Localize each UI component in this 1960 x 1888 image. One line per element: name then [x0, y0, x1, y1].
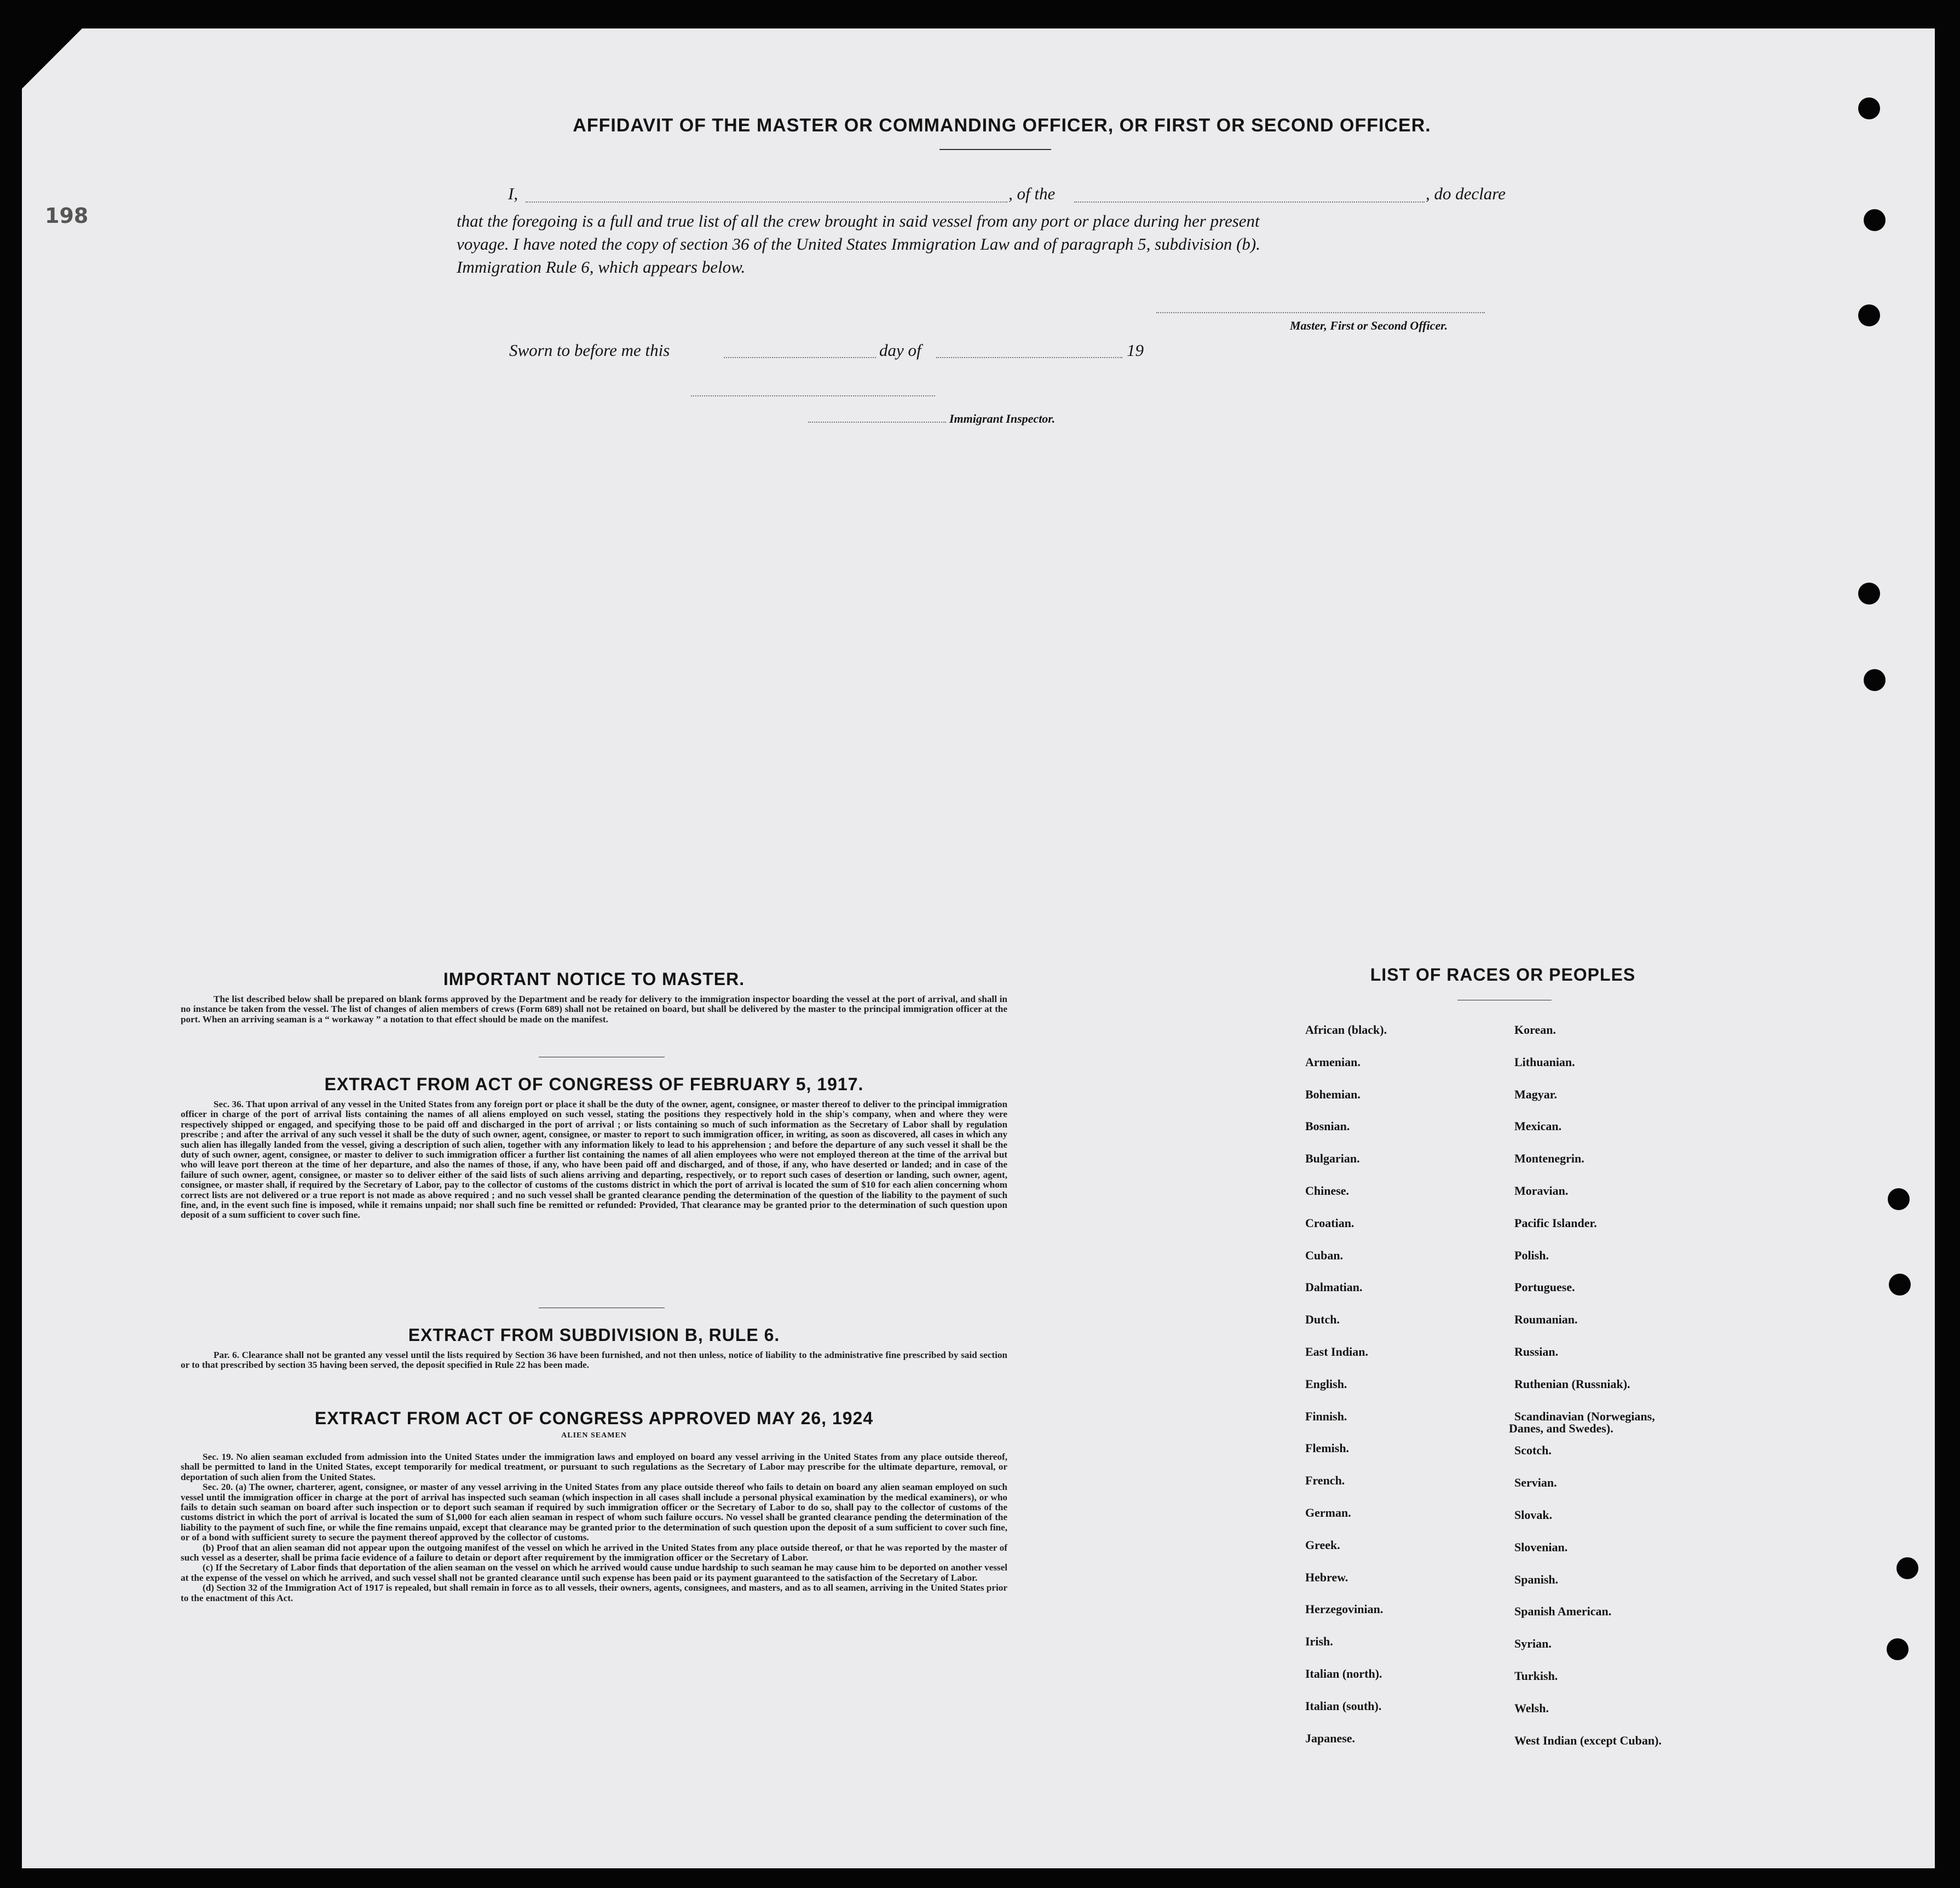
race-item: Welsh. — [1514, 1701, 1549, 1715]
race-item: Bosnian. — [1305, 1119, 1350, 1133]
race-item: Japanese. — [1305, 1731, 1356, 1745]
inspector-caption: Immigrant Inspector. — [949, 412, 1056, 425]
act1924-sec20d: (d) Section 32 of the Immigration Act of 1917 is repealed, but shall remain in force as to all vessels, their owners, agents, consignees, and masters, and as to all seamen, arriving in the United States prior to the enactment of this Act. — [181, 1582, 1007, 1603]
race-item: Dutch. — [1305, 1313, 1340, 1326]
race-item: Irish. — [1305, 1634, 1333, 1648]
binder-hole — [1864, 209, 1886, 231]
act1924-text — [181, 1452, 1007, 1603]
race-item: Polish. — [1514, 1248, 1549, 1262]
race-item: Italian (north). — [1305, 1667, 1382, 1680]
act1924-sec20b: (b) Proof that an alien seaman did not appear upon the outgoing manifest of the vessel on which he arrived in the United States from any place outside thereof, or that he was reported by the master of such vessel as a deserter, shall be prima facie evidence of a failure to detain or deport after requirement by the immigration officer or the Secretary of Labor. — [181, 1542, 1007, 1563]
race-item: West Indian (except Cuban). — [1514, 1734, 1662, 1747]
race-item: Finnish. — [1305, 1409, 1347, 1423]
act1924-subtitle: ALIEN SEAMEN — [561, 1431, 627, 1440]
sworn-prefix: Sworn to before me this — [509, 341, 670, 360]
race-item: French. — [1305, 1473, 1345, 1487]
declaration-line-3: Immigration Rule 6, which appears below. — [457, 257, 746, 277]
affidavit-title: AFFIDAVIT OF THE MASTER OR COMMANDING OFFICER, OR FIRST OR SECOND OFFICER. — [573, 115, 1431, 136]
notice-title: IMPORTANT NOTICE TO MASTER. — [443, 969, 745, 989]
binder-hole — [1858, 583, 1880, 605]
race-item: Scandinavian (Norwegians, — [1514, 1409, 1655, 1423]
sworn-day-of: day of — [879, 341, 921, 360]
race-item: Moravian. — [1514, 1184, 1569, 1198]
master-caption: Master, First or Second Officer. — [1290, 319, 1448, 332]
race-item: English. — [1305, 1377, 1347, 1391]
race-item: Servian. — [1514, 1476, 1557, 1489]
binder-hole — [1887, 1638, 1909, 1660]
race-item: African (black). — [1305, 1023, 1387, 1037]
race-item: Magyar. — [1514, 1087, 1558, 1101]
race-item: Cuban. — [1305, 1248, 1344, 1262]
race-item: Montenegrin. — [1514, 1152, 1584, 1165]
inspector-stamp-line — [691, 395, 935, 396]
race-item: Lithuanian. — [1514, 1055, 1575, 1069]
act1917-text: Sec. 36. That upon arrival of any vessel in the United States from any foreign port or place it shall be the duty of the owner, agent, consignee, or master thereof to deliver to the principal immigration officer in charge of the port of arrival lists containing the names of all aliens employed on such vessel, stating the positions they respectively hold in the ship's company, when and where they were respectively shipped or engaged, and specifying those to be paid off and discharged in the port of arrival ; or lists containing so much of such information as the Secretary of Labor shall by regulation prescribe ; and after the arrival of any such vessel it shall be the duty of such owner, agent, consignee, or master to report to such immigration officer, in writing, as soon as discovered, all cases in which any such alien has illegally landed from the vessel, giving a description of such alien, together with any information likely to lead to his apprehension ; and before the departure of any such vessel it shall be the duty of such owner, agent, consignee, or master to deliver to such immigration officer a further list containing the names of all alien employees who were not employed thereon at the time of the arrival but who will leave port thereon at the time of her departure, and also the names of those, if any, who have been paid off and discharged, and of those, if any, who have deserted or landed; and in case of the failure of such owner, agent, consignee, or master so to deliver either of the said lists of such aliens arriving and departing, respectively, or to report such cases of desertion or landing, such owner, agent, consignee, or master shall, if required by the Secretary of Labor, pay to the collector of customs of the customs district in which the port of arrival is located the sum of $10 for each alien concerning whom correct lists are not delivered or a true report is not made as above required ; and no such vessel shall be granted clearance pending the determination of the question of the liability to the payment of such fine, and, in the event such fine is imposed, while it remains unpaid; nor shall such fine be remitted or refunded: Provided, That clearance may be granted prior to the determination of such question upon deposit of a sum sufficient to cover such fine. — [181, 1099, 1007, 1221]
declare-of-the: , of the — [1008, 184, 1056, 203]
master-signature-line — [1156, 312, 1485, 313]
race-item: Slovak. — [1514, 1508, 1553, 1522]
race-item: German. — [1305, 1506, 1351, 1519]
name-blank — [526, 202, 1007, 203]
race-item: Ruthenian (Russniak). — [1514, 1377, 1630, 1391]
race-item: Turkish. — [1514, 1669, 1558, 1683]
race-item: Pacific Islander. — [1514, 1216, 1597, 1230]
binder-hole — [1858, 304, 1880, 326]
act1924-sec19: Sec. 19. No alien seaman excluded from admission into the United States under the immigration laws and employed on board any vessel arriving in the United States from any place outside thereof, shall be permitted to land in the United States, except temporarily for medical treatment, or pursuant to such regulations as the Secretary of Labor may prescribe for the ultimate departure, removal, or deportation of such alien from the United States. — [181, 1452, 1007, 1482]
declaration-line-2: voyage. I have noted the copy of section 36 of the United States Immigration Law and of paragraph 5, subdivision (b). — [457, 234, 1260, 254]
act1924-sec20a: Sec. 20. (a) The owner, charterer, agent, consignee, or master of any vessel arriving in the United States from any place outside thereof who fails to detain on board any alien seaman employed on such vessel until the immigration officer in charge at the port of arrival has inspected such seaman (which inspection in all cases shall include a personal physical examination by the medical examiners), or who fails to detain such seaman on board after such inspection or to deport such seaman if required by such immigration officer or the Secretary of Labor to do so, shall pay to the collector of customs of the customs district in which the port of arrival is located the sum of $1,000 for each alien seaman in respect of whom such failure occurs. No vessel shall be granted clearance pending the determination of the liability to the payment of such fine, or while the fine remains unpaid, except that clearance may be granted prior to the determination of such question upon the deposit of a sum sufficient to cover such fine, or of a bond with sufficient surety to secure the payment thereof approved by the collector of customs. — [181, 1482, 1007, 1543]
race-item: Flemish. — [1305, 1441, 1350, 1455]
race-item: Slovenian. — [1514, 1540, 1568, 1554]
binder-hole — [1888, 1188, 1910, 1210]
race-item: Chinese. — [1305, 1184, 1350, 1198]
race-item: East Indian. — [1305, 1345, 1368, 1359]
race-item: Korean. — [1514, 1023, 1556, 1037]
race-item: Spanish American. — [1514, 1604, 1612, 1618]
race-item: Spanish. — [1514, 1573, 1559, 1586]
binder-hole — [1896, 1557, 1918, 1579]
race-item: Greek. — [1305, 1538, 1340, 1552]
rule6-text: Par. 6. Clearance shall not be granted any vessel until the lists required by Section 36 have been furnished, and not then unless, notice of liability to the administrative fine prescribed by said section or to that prescribed by section 35 having been served, the deposit specified in Rule 22 has been made. — [181, 1350, 1007, 1371]
vessel-blank — [1074, 202, 1425, 203]
act1917-title: EXTRACT FROM ACT OF CONGRESS OF FEBRUARY 5, 1917. — [324, 1074, 864, 1094]
race-item: Herzegovinian. — [1305, 1602, 1383, 1616]
race-item: Mexican. — [1514, 1119, 1562, 1133]
binder-hole — [1889, 1274, 1911, 1296]
notice-text: The list described below shall be prepared on blank forms approved by the Department and be ready for delivery to the immigration inspector boarding the vessel at the port of arrival, and shall in no instance be taken from the vessel. The list of changes of alien members of crews (Form 689) shall not be retained on board, but shall be delivered by the master to the principal immigration officer at the port. When an arriving seaman is a “ workaway ” a notation to that effect should be made on the manifest. — [181, 994, 1007, 1024]
sworn-day-blank — [724, 357, 876, 358]
act1924-title: EXTRACT FROM ACT OF CONGRESS APPROVED MAY 26, 1924 — [314, 1408, 874, 1428]
declaration-line-1: that the foregoing is a full and true list of all the crew brought in said vessel from any port or place during her present — [457, 211, 1260, 231]
race-item: Danes, and Swedes). — [1509, 1421, 1613, 1435]
races-title: LIST OF RACES OR PEOPLES — [1370, 965, 1636, 985]
race-item: Syrian. — [1514, 1637, 1552, 1650]
race-item: Bohemian. — [1305, 1087, 1361, 1101]
race-item: Russian. — [1514, 1345, 1559, 1359]
act1924-sec20c: (c) If the Secretary of Labor finds that deportation of the alien seaman on the vessel on which he arrived would cause undue hardship to such seaman he may cause him to be deported on another vessel at the expense of the vessel on which he arrived, and such vessel shall not be granted clearance until such expense has been paid or its payment guaranteed to the satisfaction of the Secretary of Labor. — [181, 1562, 1007, 1583]
race-item: Dalmatian. — [1305, 1280, 1363, 1294]
race-item: Armenian. — [1305, 1055, 1361, 1069]
race-item: Croatian. — [1305, 1216, 1354, 1230]
race-item: Hebrew. — [1305, 1570, 1348, 1584]
sworn-month-blank — [936, 357, 1122, 358]
margin-number: 198 — [45, 204, 89, 228]
race-item: Roumanian. — [1514, 1313, 1578, 1326]
sworn-year: 19 — [1127, 341, 1144, 360]
title-underline — [939, 149, 1051, 150]
race-item: Portuguese. — [1514, 1280, 1575, 1294]
race-item: Scotch. — [1514, 1443, 1552, 1457]
declare-i: I, — [508, 184, 518, 203]
race-item: Italian (south). — [1305, 1699, 1382, 1713]
declare-do-declare: , do declare — [1426, 184, 1506, 203]
binder-hole — [1858, 97, 1880, 119]
binder-hole — [1864, 669, 1886, 691]
rule6-title: EXTRACT FROM SUBDIVISION B, RULE 6. — [408, 1325, 780, 1345]
inspector-signature-line — [808, 422, 946, 423]
race-item: Bulgarian. — [1305, 1152, 1360, 1165]
